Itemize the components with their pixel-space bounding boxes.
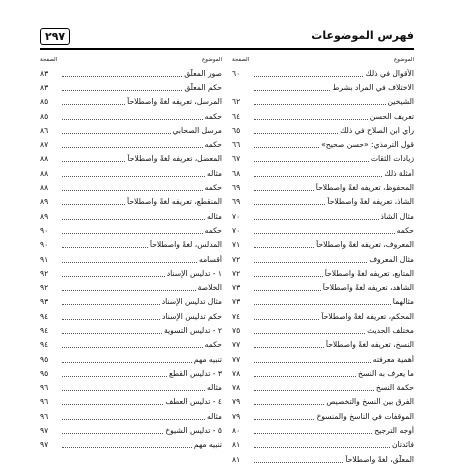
- dot-leader: [62, 141, 203, 148]
- dot-leader: [62, 84, 182, 91]
- entry-topic: حكمه: [204, 140, 222, 150]
- entry-topic: تنبيه مهم: [193, 354, 222, 364]
- entry-topic: الاختلاف في المراد بشرط: [332, 82, 414, 92]
- dot-leader: [62, 227, 203, 234]
- entry-topic: حكم تدليس الإسناد: [162, 311, 222, 321]
- entry-page-number: ٨٥: [40, 111, 49, 121]
- entry-page-number: ٨٥: [40, 97, 49, 107]
- dot-leader: [254, 213, 379, 220]
- entry-topic: حكمه: [396, 225, 414, 235]
- entry-topic: مرسل الصحابي: [172, 125, 222, 135]
- dot-leader: [254, 256, 367, 263]
- index-entry: [232, 80, 414, 94]
- index-entry: [232, 452, 414, 466]
- dot-leader: [254, 298, 391, 305]
- index-entry: [40, 323, 222, 337]
- entry-page-number: ٩٤: [40, 340, 49, 350]
- index-entry: [40, 95, 222, 109]
- entry-page-number: ٩٦: [40, 383, 49, 393]
- dot-leader: [254, 327, 365, 334]
- index-entry: [232, 252, 414, 266]
- entry-topic: أهمية معرفته: [372, 354, 414, 364]
- entry-topic: حكم المعلّق: [184, 82, 222, 92]
- index-entry: [232, 123, 414, 137]
- left-index-column: [40, 54, 222, 466]
- entry-page-number: ٧٣: [232, 283, 241, 293]
- entry-page-number: ٨٨: [40, 168, 49, 178]
- entry-topic: مثالهما: [392, 297, 414, 307]
- dot-leader: [62, 427, 163, 434]
- index-entry: [232, 295, 414, 309]
- entry-topic: تنبيه مهم: [193, 440, 222, 450]
- entry-topic: أقسامه: [199, 254, 222, 264]
- dot-leader: [254, 98, 386, 105]
- index-entry: [40, 123, 222, 137]
- dot-leader: [254, 170, 382, 177]
- dot-leader: [62, 370, 167, 377]
- topic-heading: الموضوع: [201, 57, 222, 63]
- dot-leader: [62, 170, 205, 177]
- dot-leader: [62, 341, 203, 348]
- entry-topic: ٣ - تدليس القطع: [169, 368, 222, 378]
- entry-topic: حكمه: [204, 340, 222, 350]
- dot-leader: [62, 398, 163, 405]
- entry-topic: مثال تدليس الإسناد: [161, 297, 222, 307]
- index-entry: [232, 209, 414, 223]
- dot-leader: [254, 441, 390, 448]
- page-title: فهرس الموضوعات: [311, 29, 414, 42]
- index-entry: [40, 209, 222, 223]
- entry-page-number: ٩٣: [40, 297, 49, 307]
- entry-page-number: ٧٧: [232, 354, 241, 364]
- entry-page-number: ٩٠: [40, 240, 49, 250]
- entry-page-number: ٩٢: [40, 268, 49, 278]
- dot-leader: [62, 256, 197, 263]
- dot-leader: [254, 141, 319, 148]
- entry-topic: الشيخين: [387, 97, 414, 107]
- entry-topic: المدلس، لغةً واصطلاحاً: [149, 240, 222, 250]
- dot-leader: [62, 155, 125, 162]
- entry-topic: الخلاصة: [197, 283, 222, 293]
- index-entry: [232, 109, 414, 123]
- dot-leader: [62, 327, 162, 334]
- index-entry: [232, 423, 414, 437]
- entry-topic: صور المعلّق: [184, 68, 222, 78]
- index-columns: [40, 54, 414, 466]
- index-entry: [232, 309, 414, 323]
- entry-page-number: ٩٠: [40, 225, 49, 235]
- dot-leader: [62, 384, 205, 391]
- page-heading: الصفحة: [232, 57, 250, 63]
- entry-page-number: ٧٠: [232, 225, 241, 235]
- dot-leader: [62, 413, 205, 420]
- dot-leader: [254, 198, 325, 205]
- index-entry: [40, 180, 222, 194]
- entry-topic: المعلّق، لغةً واصطلاحاً: [345, 454, 414, 464]
- index-entry: [232, 66, 414, 80]
- index-entry: [40, 423, 222, 437]
- entry-topic: الأقوال في ذلك: [365, 68, 414, 78]
- entry-page-number: ٦٢: [232, 97, 241, 107]
- dot-leader: [62, 70, 182, 77]
- entry-page-number: ٨١: [232, 454, 241, 464]
- dot-leader: [254, 227, 395, 234]
- entry-page-number: ٩٢: [40, 283, 49, 293]
- entry-topic: المنقطع، تعريفه لغةً واصطلاحاً: [127, 197, 222, 207]
- dot-leader: [62, 270, 165, 277]
- dot-leader: [62, 127, 171, 134]
- dot-leader: [254, 398, 324, 405]
- entry-page-number: ٩٤: [40, 311, 49, 321]
- entry-page-number: ٧٥: [232, 325, 241, 335]
- entry-page-number: ٦٧: [232, 154, 241, 164]
- index-entry: [40, 381, 222, 395]
- entry-page-number: ٧٧: [232, 340, 241, 350]
- entry-page-number: ٨٧: [40, 140, 49, 150]
- dot-leader: [254, 113, 368, 120]
- entry-page-number: ٩٧: [40, 426, 49, 436]
- entry-topic: ما يعرف به النسخ: [357, 368, 414, 378]
- entry-page-number: ٧٢: [232, 254, 241, 264]
- entry-topic: فائدتان: [391, 440, 414, 450]
- page-number-badge: ٢٩٧: [40, 28, 70, 45]
- index-entry: [232, 280, 414, 294]
- entry-topic: أوجه الترجيح: [374, 426, 414, 436]
- index-entry: [232, 223, 414, 237]
- entry-page-number: ٦٩: [232, 183, 241, 193]
- dot-leader: [254, 127, 338, 134]
- dot-leader: [62, 113, 203, 120]
- entry-page-number: ٨٣: [40, 82, 49, 92]
- entry-topic: ٢ - تدليس التسوية: [163, 325, 222, 335]
- index-entry: [40, 109, 222, 123]
- index-entry: [40, 352, 222, 366]
- entry-topic: ١ - تدليس الإسناد: [166, 268, 222, 278]
- index-entry: [40, 166, 222, 180]
- dot-leader: [254, 313, 319, 320]
- index-entry: [40, 80, 222, 94]
- index-entry: [232, 152, 414, 166]
- dot-leader: [254, 341, 324, 348]
- dot-leader: [62, 284, 196, 291]
- entry-topic: مثال المعروف: [369, 254, 414, 264]
- entry-page-number: ٧٩: [232, 411, 241, 421]
- index-entry: [232, 238, 414, 252]
- dot-leader: [254, 370, 356, 377]
- index-entry: [232, 266, 414, 280]
- entry-topic: المحكم، تعريفه لغةً واصطلاحاً: [321, 311, 414, 321]
- entry-page-number: ٨٨: [40, 183, 49, 193]
- topic-heading: الموضوع: [393, 57, 414, 63]
- entry-page-number: ٦٨: [232, 168, 241, 178]
- dot-leader: [62, 198, 125, 205]
- entry-topic: تعريف الحسن: [369, 111, 414, 121]
- entry-topic: المعضل، تعريفه لغةً واصطلاحاً: [127, 154, 222, 164]
- dot-leader: [254, 241, 314, 248]
- dot-leader: [62, 184, 203, 191]
- index-entry: [40, 295, 222, 309]
- entry-topic: مختلف الحديث: [367, 325, 414, 335]
- index-entry: [40, 195, 222, 209]
- dot-leader: [62, 213, 205, 220]
- entry-page-number: ٧٤: [232, 311, 241, 321]
- entry-page-number: ٨٣: [40, 68, 49, 78]
- entry-topic: مثال الشاذ: [380, 211, 414, 221]
- index-entry: [40, 137, 222, 151]
- entry-topic: الشاذ، تعريفه لغةً واصطلاحاً: [327, 197, 414, 207]
- entry-page-number: ٦٠: [232, 68, 241, 78]
- index-entry: [40, 266, 222, 280]
- dot-leader: [254, 184, 314, 191]
- dot-leader: [62, 98, 125, 105]
- dot-leader: [254, 70, 363, 77]
- entry-topic: رأي ابن الصلاح في ذلك: [340, 125, 414, 135]
- index-entry: [232, 338, 414, 352]
- dot-leader: [254, 356, 371, 363]
- entry-page-number: ٩١: [40, 254, 49, 264]
- entry-topic: زيادات الثقات: [370, 154, 414, 164]
- index-entry: [40, 366, 222, 380]
- index-entry: [232, 166, 414, 180]
- index-entry: [232, 137, 414, 151]
- entry-page-number: ٨٩: [40, 197, 49, 207]
- entry-topic: المحفوظ، تعريفه لغةً واصطلاحاً: [315, 183, 414, 193]
- entry-page-number: ٨٠: [232, 426, 241, 436]
- index-entry: [232, 381, 414, 395]
- entry-topic: المرسل، تعريفه لغةً واصطلاحاً: [127, 97, 222, 107]
- entry-topic: الفرق بين النسخ والتخصيص: [326, 397, 414, 407]
- entry-page-number: ٧٨: [232, 368, 241, 378]
- index-entry: [40, 409, 222, 423]
- entry-page-number: ٨٦: [40, 125, 49, 135]
- entry-page-number: ٦٩: [232, 197, 241, 207]
- right-index-column: [232, 54, 414, 466]
- dot-leader: [62, 313, 160, 320]
- index-entry: [40, 66, 222, 80]
- index-entry: [232, 95, 414, 109]
- dot-leader: [254, 427, 372, 434]
- index-entry: [40, 238, 222, 252]
- index-entry: [232, 180, 414, 194]
- entry-page-number: ٩٥: [40, 354, 49, 364]
- entry-page-number: ٧١: [232, 240, 241, 250]
- entry-topic: أمثلة ذلك: [384, 168, 414, 178]
- entry-page-number: ٨٨: [40, 154, 49, 164]
- entry-page-number: ٧٨: [232, 383, 241, 393]
- dot-leader: [62, 241, 148, 248]
- entry-topic: المعروف، تعريفه لغةً واصطلاحاً: [316, 240, 414, 250]
- dot-leader: [254, 155, 369, 162]
- entry-page-number: ٧٠: [232, 211, 241, 221]
- dot-leader: [254, 413, 314, 420]
- entry-topic: قول الترمذي: «حسن صحيح»: [321, 140, 414, 150]
- entry-topic: حكمه: [204, 111, 222, 121]
- page-header: [40, 28, 414, 50]
- entry-topic: الشاهد، تعريفه لغةً واصطلاحاً: [322, 283, 414, 293]
- entry-topic: النسخ، تعريفه لغةً واصطلاحاً: [325, 340, 414, 350]
- page-heading: الصفحة: [40, 57, 58, 63]
- entry-topic: حكمه: [204, 225, 222, 235]
- entry-topic: حكمة النسخ: [375, 383, 414, 393]
- dot-leader: [62, 441, 192, 448]
- entry-page-number: ٩٧: [40, 440, 49, 450]
- entry-topic: ٥ - تدليس الشيوخ: [165, 426, 222, 436]
- entry-page-number: ٨١: [232, 440, 241, 450]
- entry-topic: المتابع، تعريفه لغةً واصطلاحاً: [324, 268, 414, 278]
- dot-leader: [62, 356, 192, 363]
- dot-leader: [254, 284, 321, 291]
- index-entry: [40, 395, 222, 409]
- index-entry: [232, 366, 414, 380]
- entry-topic: مثاله: [206, 383, 222, 393]
- index-entry: [232, 395, 414, 409]
- index-entry: [40, 152, 222, 166]
- index-entry: [232, 195, 414, 209]
- entry-topic: ٤ - تدليس العطف: [165, 397, 222, 407]
- entry-page-number: ٨٩: [40, 211, 49, 221]
- entry-page-number: ٩٦: [40, 411, 49, 421]
- entry-page-number: ٩٥: [40, 368, 49, 378]
- dot-leader: [62, 298, 160, 305]
- index-entry: [40, 338, 222, 352]
- index-entry: [40, 252, 222, 266]
- entry-page-number: ٧٣: [232, 297, 241, 307]
- dot-leader: [254, 84, 330, 91]
- dot-leader: [254, 384, 374, 391]
- index-entry: [232, 352, 414, 366]
- entry-page-number: ٩٤: [40, 325, 49, 335]
- entry-topic: مثاله: [206, 211, 222, 221]
- entry-page-number: ٩٦: [40, 397, 49, 407]
- index-entry: [232, 409, 414, 423]
- dot-leader: [254, 456, 343, 463]
- entry-topic: الموقفات في الناسخ والمنسوخ: [316, 411, 414, 421]
- entry-page-number: ٦٦: [232, 140, 241, 150]
- index-entry: [40, 309, 222, 323]
- entry-page-number: ٦٥: [232, 125, 241, 135]
- entry-topic: مثاله: [206, 168, 222, 178]
- column-header: [232, 54, 414, 66]
- entry-page-number: ٦٤: [232, 111, 241, 121]
- index-entry: [232, 323, 414, 337]
- entry-page-number: ٧٢: [232, 268, 241, 278]
- index-entry: [40, 280, 222, 294]
- dot-leader: [254, 270, 323, 277]
- index-entry: [40, 223, 222, 237]
- column-header: [40, 54, 222, 66]
- entry-page-number: ٧٩: [232, 397, 241, 407]
- entry-topic: حكمه: [204, 183, 222, 193]
- entry-topic: مثاله: [206, 411, 222, 421]
